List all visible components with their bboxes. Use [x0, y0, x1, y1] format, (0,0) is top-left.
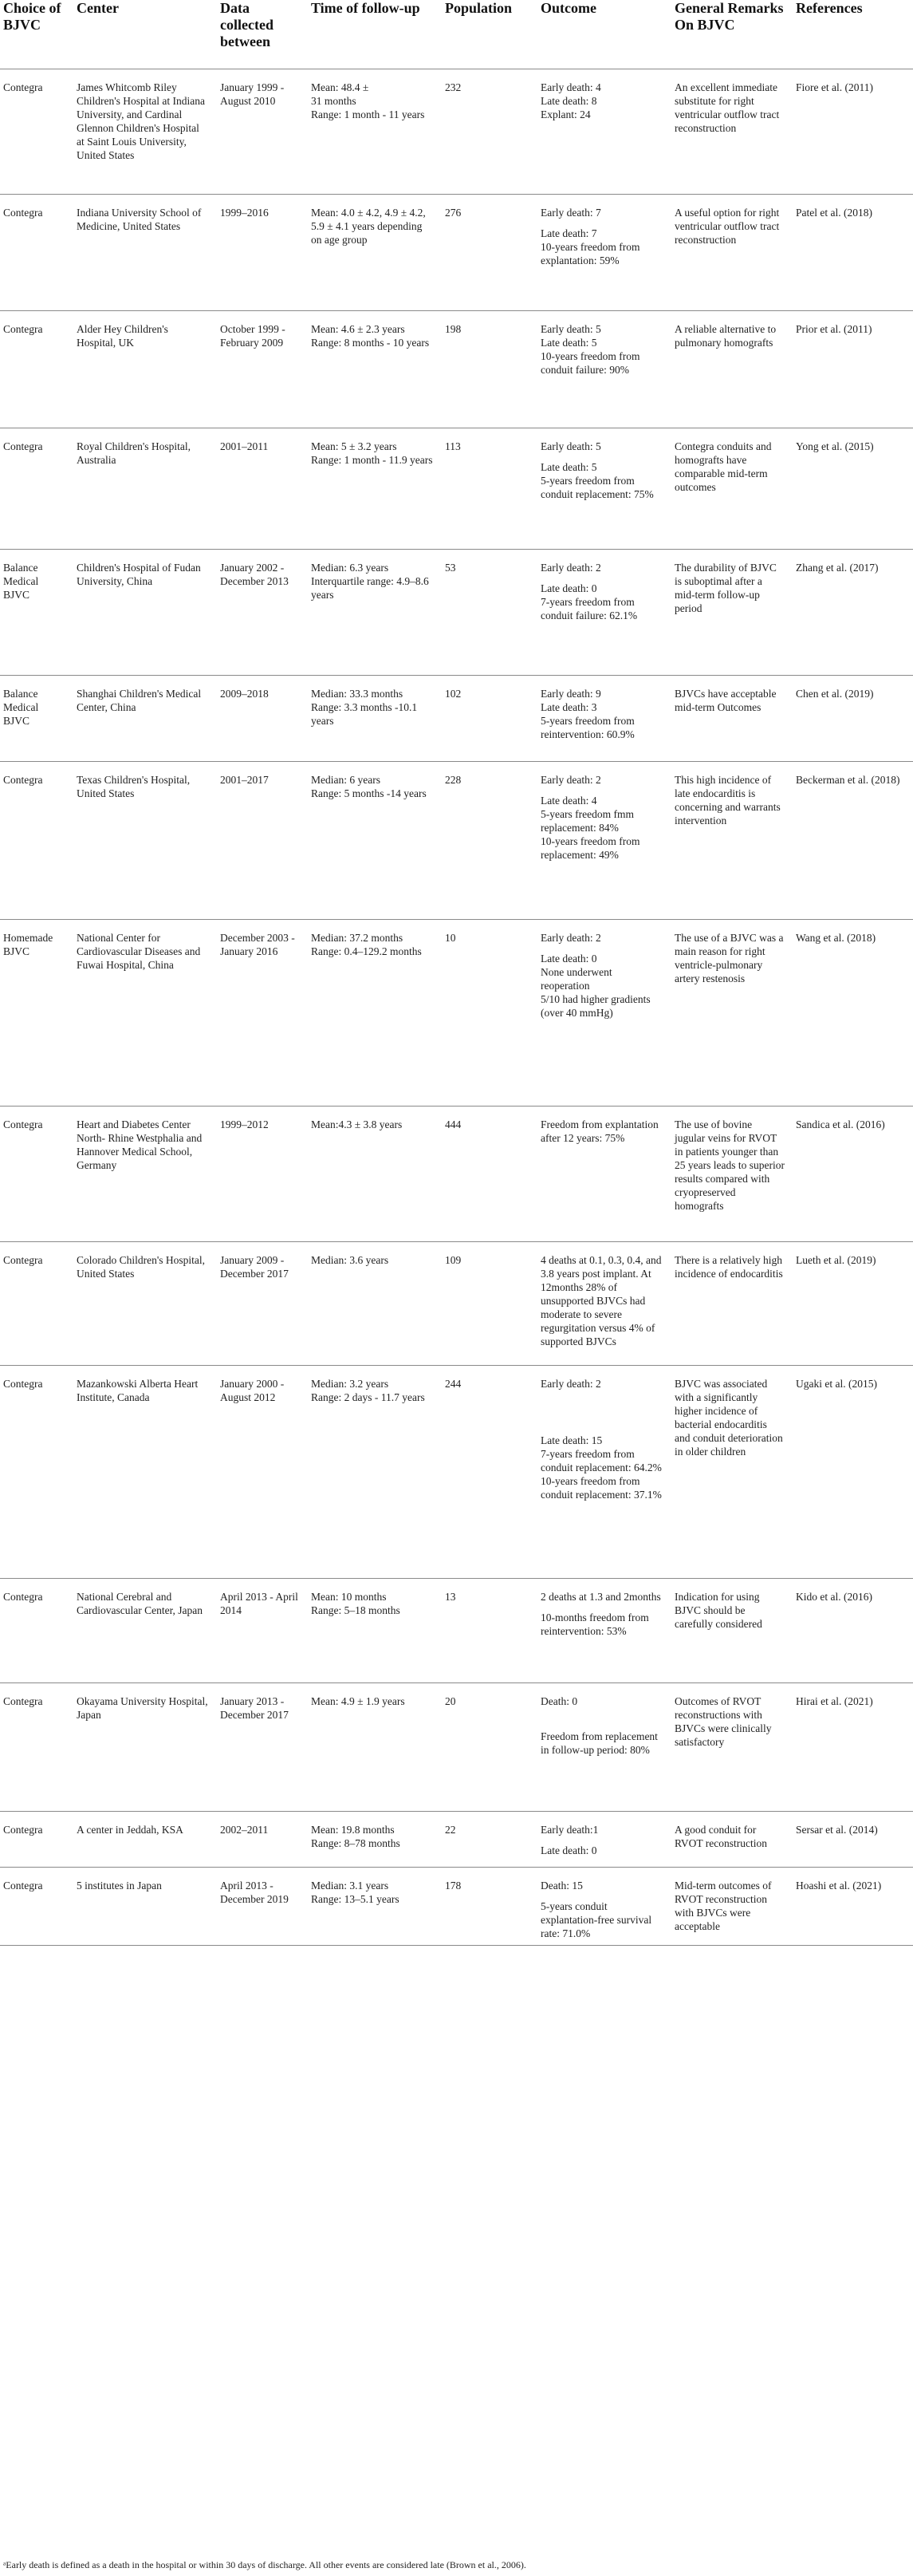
- cell-followup: [308, 1682, 442, 1811]
- cell-followup-line: Mean: 4.0 ± 4.2, 4.9 ± 4.2, 5.9 ± 4.1 years depending on age group: [311, 206, 426, 246]
- cell-center: James Whitcomb Riley Children's Hospital at Indiana University, and Cardinal Glennon Children's Hospital at Saint Louis University, United States: [73, 69, 217, 194]
- cell-followup: [308, 1241, 442, 1365]
- cell-followup: [308, 919, 442, 1106]
- cell-remarks: The use of bovine jugular veins for RVOT in patients younger than 25 years leads to superior results compared with cryopreserved homografts: [671, 1106, 793, 1241]
- table-row: [0, 549, 913, 675]
- cell-period: 2002–2011: [217, 1811, 308, 1867]
- cell-outcome-line: [541, 787, 663, 794]
- cell-choice: Contegra: [0, 1867, 73, 1945]
- cell-followup: [308, 1365, 442, 1578]
- header-followup: Time of follow-up: [308, 0, 442, 69]
- header-center: Center: [73, 0, 217, 69]
- cell-center: Royal Children's Hospital, Australia: [73, 428, 217, 549]
- cell-center: Heart and Diabetes Center North- Rhine Westphalia and Hannover Medical School, Germany: [73, 1106, 217, 1241]
- cell-outcome-line: Early death: 2: [541, 1377, 601, 1390]
- header-outcome: Outcome: [537, 0, 671, 69]
- cell-period: January 2000 - August 2012: [217, 1365, 308, 1578]
- cell-reference: Wang et al. (2018): [793, 919, 913, 1106]
- table-row: [0, 1241, 913, 1365]
- cell-outcome-line: Early death: 2: [541, 773, 601, 786]
- cell-remarks: BJVCs have acceptable mid-term Outcomes: [671, 675, 793, 761]
- cell-followup-line: Mean:4.3 ± 3.8 years: [311, 1118, 403, 1130]
- cell-outcome-line: Late death: 8: [541, 94, 597, 107]
- cell-population: 102: [442, 675, 537, 761]
- cell-followup-line: Median: 33.3 months: [311, 687, 403, 700]
- cell-center: 5 institutes in Japan: [73, 1867, 217, 1945]
- cell-outcome-line: 5-years freedom fmm replacement: 84%: [541, 807, 634, 834]
- cell-outcome-line: [541, 1405, 663, 1412]
- cell-period: 2001–2011: [217, 428, 308, 549]
- cell-outcome-line: 5-years freedom from reintervention: 60.9%: [541, 714, 635, 740]
- cell-outcome-line: Early death: 4: [541, 81, 601, 93]
- cell-remarks: A reliable alternative to pulmonary homografts: [671, 310, 793, 428]
- cell-outcome-line: 10-years freedom from conduit failure: 90%: [541, 349, 640, 376]
- header-period: Data collected between: [217, 0, 308, 69]
- cell-followup-line: Mean: 19.8 months: [311, 1823, 395, 1836]
- cell-remarks: Outcomes of RVOT reconstructions with BJVCs were clinically satisfactory: [671, 1682, 793, 1811]
- cell-followup: [308, 1867, 442, 1945]
- table-row: [0, 69, 913, 194]
- cell-outcome-line: 2 deaths at 1.3 and 2months: [541, 1590, 661, 1603]
- cell-center: Mazankowski Alberta Heart Institute, Canada: [73, 1365, 217, 1578]
- cell-followup-line: Range: 5 months -14 years: [311, 787, 427, 799]
- cell-population: 53: [442, 549, 537, 675]
- table-row: [0, 761, 913, 919]
- cell-period: April 2013 -December 2019: [217, 1867, 308, 1945]
- cell-period: 2001–2017: [217, 761, 308, 919]
- cell-center: Indiana University School of Medicine, United States: [73, 194, 217, 310]
- cell-outcome-line: Death: 0: [541, 1694, 578, 1707]
- cell-population: 178: [442, 1867, 537, 1945]
- cell-remarks: This high incidence of late endocarditis is concerning and warrants intervention: [671, 761, 793, 919]
- cell-choice: Contegra: [0, 1811, 73, 1867]
- cell-reference: Yong et al. (2015): [793, 428, 913, 549]
- cell-outcome-line: Early death: 5: [541, 322, 601, 335]
- cell-outcome-line: Late death: 7: [541, 227, 597, 239]
- cell-outcome-line: [541, 1708, 663, 1715]
- cell-center: National Center for Cardiovascular Diseases and Fuwai Hospital, China: [73, 919, 217, 1106]
- cell-reference: Prior et al. (2011): [793, 310, 913, 428]
- cell-outcome-line: Early death:1: [541, 1823, 599, 1836]
- cell-choice: Contegra: [0, 310, 73, 428]
- cell-reference: Hirai et al. (2021): [793, 1682, 913, 1811]
- cell-outcome: [537, 675, 671, 761]
- cell-period: 1999–2016: [217, 194, 308, 310]
- cell-outcome-line: [541, 1398, 663, 1405]
- cell-followup-line: Range: 0.4–129.2 months: [311, 945, 422, 957]
- cell-outcome-line: 4 deaths at 0.1, 0.3, 0.4, and 3.8 years post implant. At 12months 28% of unsupported BJVCs had moderate to severe regurgitation versus 4% of supported BJVCs: [541, 1253, 662, 1347]
- cell-outcome-line: Early death: 2: [541, 931, 601, 944]
- cell-outcome-line: [541, 1892, 663, 1899]
- cell-followup-line: Mean: 10 months: [311, 1590, 387, 1603]
- cell-period: January 2009 -December 2017: [217, 1241, 308, 1365]
- cell-followup-line: Range: 2 days - 11.7 years: [311, 1391, 425, 1403]
- cell-followup: [308, 1106, 442, 1241]
- cell-period: October 1999 - February 2009: [217, 310, 308, 428]
- cell-outcome-line: Late death: 4: [541, 794, 597, 807]
- cell-followup-line: Range: 8 months - 10 years: [311, 336, 430, 349]
- cell-period: January 1999 - August 2010: [217, 69, 308, 194]
- cell-population: 198: [442, 310, 537, 428]
- cell-outcome-line: [541, 574, 663, 582]
- cell-followup: [308, 549, 442, 675]
- cell-remarks: Indication for using BJVC should be carefully considered: [671, 1578, 793, 1682]
- cell-outcome: [537, 428, 671, 549]
- cell-remarks: BJVC was associated with a significantly higher incidence of bacterial endocarditis and conduit deterioration in older children: [671, 1365, 793, 1578]
- cell-followup-line: Median: 6 years: [311, 773, 380, 786]
- cell-center: A center in Jeddah, KSA: [73, 1811, 217, 1867]
- cell-followup-line: Range: 1 month - 11.9 years: [311, 453, 433, 466]
- cell-choice: Balance Medical BJVC: [0, 675, 73, 761]
- cell-outcome-line: [541, 1722, 663, 1730]
- cell-remarks: An excellent immediate substitute for right ventricular outflow tract reconstruction: [671, 69, 793, 194]
- cell-center: Shanghai Children's Medical Center, China: [73, 675, 217, 761]
- cell-choice: Contegra: [0, 1682, 73, 1811]
- cell-period: 1999–2012: [217, 1106, 308, 1241]
- cell-outcome: [537, 1811, 671, 1867]
- cell-outcome-line: Early death: 5: [541, 440, 601, 452]
- table-row: [0, 194, 913, 310]
- cell-period: December 2003 - January 2016: [217, 919, 308, 1106]
- cell-reference: Zhang et al. (2017): [793, 549, 913, 675]
- cell-followup-line: Mean: 5 ± 3.2 years: [311, 440, 397, 452]
- cell-choice: Contegra: [0, 1241, 73, 1365]
- cell-population: 13: [442, 1578, 537, 1682]
- cell-population: 276: [442, 194, 537, 310]
- table-row: [0, 1682, 913, 1811]
- cell-center: Colorado Children's Hospital, United States: [73, 1241, 217, 1365]
- header-row: [0, 0, 913, 69]
- cell-outcome-line: [541, 1836, 663, 1844]
- cell-followup-line: Range: 5–18 months: [311, 1604, 400, 1616]
- cell-outcome-line: Late death: 15: [541, 1434, 603, 1446]
- cell-outcome-line: 5-years conduit explantation-free survival rate: 71.0%: [541, 1899, 652, 1939]
- cell-outcome-line: [541, 1391, 663, 1398]
- cell-choice: Homemade BJVC: [0, 919, 73, 1106]
- header-remarks: General Remarks On BJVC: [671, 0, 793, 69]
- cell-choice: Contegra: [0, 69, 73, 194]
- table-body: [0, 69, 913, 1945]
- cell-reference: Ugaki et al. (2015): [793, 1365, 913, 1578]
- header-population: Population: [442, 0, 537, 69]
- cell-outcome-line: Early death: 2: [541, 561, 601, 574]
- cell-outcome-line: [541, 1419, 663, 1426]
- cell-outcome-line: 7-years freedom from conduit replacement: 64.2%: [541, 1447, 662, 1473]
- cell-outcome-line: Late death: 0: [541, 1844, 597, 1856]
- cell-followup: [308, 1578, 442, 1682]
- cell-outcome: [537, 549, 671, 675]
- cell-choice: Balance Medical BJVC: [0, 549, 73, 675]
- cell-followup: [308, 761, 442, 919]
- cell-followup-line: Mean: 4.9 ± 1.9 years: [311, 1694, 405, 1707]
- cell-outcome-line: 7-years freedom from conduit failure: 62.1%: [541, 595, 638, 621]
- cell-outcome-line: Freedom from explantation after 12 years: 75%: [541, 1118, 659, 1144]
- cell-center: Okayama University Hospital, Japan: [73, 1682, 217, 1811]
- cell-followup-line: Mean: 48.4 ±: [311, 81, 369, 93]
- cell-center: Alder Hey Children's Hospital, UK: [73, 310, 217, 428]
- cell-choice: Contegra: [0, 761, 73, 919]
- cell-population: 109: [442, 1241, 537, 1365]
- cell-population: 22: [442, 1811, 537, 1867]
- cell-followup: [308, 1811, 442, 1867]
- cell-outcome-line: 5-years freedom from conduit replacement: 75%: [541, 474, 654, 500]
- cell-remarks: The durability of BJVC is suboptimal after a mid-term follow-up period: [671, 549, 793, 675]
- cell-outcome-line: 10-months freedom from reintervention: 53%: [541, 1611, 649, 1637]
- cell-reference: Patel et al. (2018): [793, 194, 913, 310]
- cell-reference: Chen et al. (2019): [793, 675, 913, 761]
- cell-period: January 2002 - December 2013: [217, 549, 308, 675]
- cell-center: Children's Hospital of Fudan University, China: [73, 549, 217, 675]
- cell-outcome: [537, 1241, 671, 1365]
- table-row: [0, 1365, 913, 1578]
- cell-population: 444: [442, 1106, 537, 1241]
- cell-remarks: A good conduit for RVOT reconstruction: [671, 1811, 793, 1867]
- cell-choice: Contegra: [0, 1578, 73, 1682]
- cell-followup-line: Range: 13–5.1 years: [311, 1892, 399, 1905]
- table-row: [0, 1578, 913, 1682]
- cell-population: 244: [442, 1365, 537, 1578]
- cell-outcome-line: [541, 453, 663, 460]
- cell-outcome-line: Late death: 0: [541, 952, 597, 965]
- table-row: [0, 310, 913, 428]
- cell-population: 20: [442, 1682, 537, 1811]
- cell-population: 113: [442, 428, 537, 549]
- cell-followup-line: Range: 1 month - 11 years: [311, 108, 425, 120]
- cell-remarks: A useful option for right ventricular outflow tract reconstruction: [671, 194, 793, 310]
- cell-outcome: [537, 310, 671, 428]
- cell-outcome-line: Freedom from replacement in follow-up period: 80%: [541, 1730, 658, 1756]
- cell-outcome: [537, 1106, 671, 1241]
- cell-choice: Contegra: [0, 428, 73, 549]
- cell-reference: Hoashi et al. (2021): [793, 1867, 913, 1945]
- cell-followup-line: Mean: 4.6 ± 2.3 years: [311, 322, 405, 335]
- table-row: [0, 1106, 913, 1241]
- cell-period: April 2013 - April 2014: [217, 1578, 308, 1682]
- cell-outcome: [537, 919, 671, 1106]
- cell-remarks: Mid-term outcomes of RVOT reconstruction with BJVCs were acceptable: [671, 1867, 793, 1945]
- table-row: [0, 428, 913, 549]
- cell-outcome: [537, 761, 671, 919]
- cell-followup-line: Range: 8–78 months: [311, 1836, 400, 1849]
- cell-period: 2009–2018: [217, 675, 308, 761]
- cell-followup: [308, 194, 442, 310]
- cell-followup-line: Range: 3.3 months -10.1 years: [311, 700, 418, 727]
- cell-followup-line: 31 months: [311, 94, 356, 107]
- cell-outcome-line: 10-years freedom from conduit replacement: 37.1%: [541, 1474, 662, 1501]
- cell-followup: [308, 69, 442, 194]
- cell-reference: Sandica et al. (2016): [793, 1106, 913, 1241]
- cell-followup-line: Median: 3.6 years: [311, 1253, 389, 1266]
- cell-remarks: The use of a BJVC was a main reason for right ventricle-pulmonary artery restenosis: [671, 919, 793, 1106]
- cell-followup-line: Median: 37.2 months: [311, 931, 403, 944]
- cell-outcome-line: Late death: 3: [541, 700, 597, 713]
- cell-outcome-line: [541, 1715, 663, 1722]
- cell-outcome: [537, 194, 671, 310]
- table-row: [0, 675, 913, 761]
- cell-period: January 2013 - December 2017: [217, 1682, 308, 1811]
- cell-choice: Contegra: [0, 194, 73, 310]
- cell-followup: [308, 310, 442, 428]
- cell-outcome: [537, 1365, 671, 1578]
- cell-outcome: [537, 69, 671, 194]
- cell-outcome-line: 10-years freedom from replacement: 49%: [541, 834, 640, 861]
- cell-followup: [308, 428, 442, 549]
- cell-outcome-line: Early death: 9: [541, 687, 601, 700]
- cell-reference: Kido et al. (2016): [793, 1578, 913, 1682]
- cell-outcome-line: [541, 1412, 663, 1419]
- cell-remarks: Contegra conduits and homografts have comparable mid-term outcomes: [671, 428, 793, 549]
- table-row: [0, 1811, 913, 1867]
- cell-outcome: [537, 1682, 671, 1811]
- table-footnote: ᵃEarly death is defined as a death in the hospital or within 30 days of discharge. All other events are considered late (Brown et al., 2006).: [3, 2559, 526, 2570]
- cell-outcome-line: Late death: 5: [541, 336, 597, 349]
- cell-followup-line: Median: 6.3 years: [311, 561, 389, 574]
- cell-outcome-line: Death: 15: [541, 1879, 583, 1892]
- cell-reference: Beckerman et al. (2018): [793, 761, 913, 919]
- cell-outcome-line: [541, 1426, 663, 1434]
- cell-population: 232: [442, 69, 537, 194]
- header-references: References: [793, 0, 913, 69]
- cell-followup-line: Interquartile range: 4.9–8.6 years: [311, 574, 429, 601]
- cell-outcome-line: [541, 945, 663, 952]
- header-choice: Choice of BJVC: [0, 0, 73, 69]
- cell-outcome-line: [541, 219, 663, 227]
- cell-reference: Lueth et al. (2019): [793, 1241, 913, 1365]
- cell-outcome-line: None underwent reoperation: [541, 965, 612, 992]
- cell-outcome: [537, 1867, 671, 1945]
- cell-followup-line: Median: 3.1 years: [311, 1879, 389, 1892]
- cell-outcome-line: Explant: 24: [541, 108, 591, 120]
- table-row: [0, 919, 913, 1106]
- cell-outcome: [537, 1578, 671, 1682]
- cell-followup: [308, 675, 442, 761]
- cell-outcome-line: [541, 1604, 663, 1611]
- cell-outcome-line: 10-years freedom from explantation: 59%: [541, 240, 640, 266]
- cell-choice: Contegra: [0, 1365, 73, 1578]
- cell-outcome-line: Late death: 5: [541, 460, 597, 473]
- cell-center: Texas Children's Hospital, United States: [73, 761, 217, 919]
- cell-choice: Contegra: [0, 1106, 73, 1241]
- cell-reference: Fiore et al. (2011): [793, 69, 913, 194]
- cell-outcome-line: 5/10 had higher gradients (over 40 mmHg): [541, 992, 651, 1019]
- cell-remarks: There is a relatively high incidence of endocarditis: [671, 1241, 793, 1365]
- cell-followup-line: Median: 3.2 years: [311, 1377, 389, 1390]
- cell-population: 10: [442, 919, 537, 1106]
- table-row: [0, 1867, 913, 1945]
- cell-outcome-line: Late death: 0: [541, 582, 597, 594]
- cell-center: National Cerebral and Cardiovascular Center, Japan: [73, 1578, 217, 1682]
- cell-reference: Sersar et al. (2014): [793, 1811, 913, 1867]
- cell-population: 228: [442, 761, 537, 919]
- cell-outcome-line: Early death: 7: [541, 206, 601, 219]
